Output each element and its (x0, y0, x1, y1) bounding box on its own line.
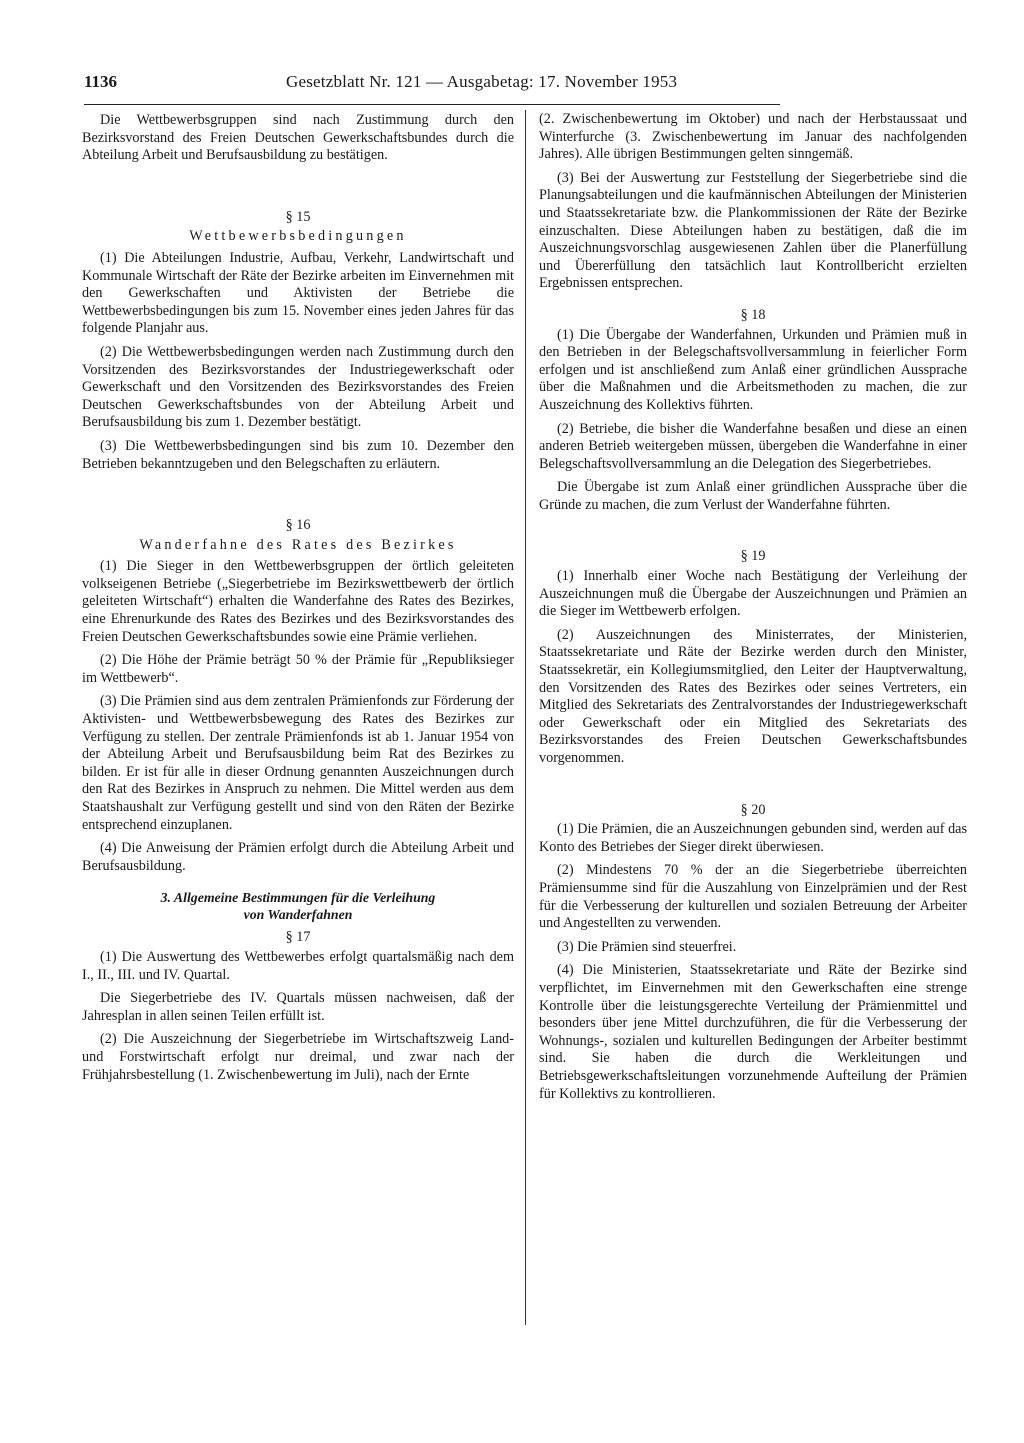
part-3-heading-line-1: 3. Allgemeine Bestimmungen für die Verleihung (160, 890, 436, 906)
section-15-title: Wettbewerbsbedingungen (189, 228, 407, 245)
section-18-number: § 18 (740, 306, 766, 323)
section-17-para-2: Die Siegerbetriebe des IV. Quartals müssen nachweisen, daß der Jahresplan in allen seinen Teilen erfüllt ist. (82, 990, 514, 1024)
section-17-para-4: (3) Bei der Auswertung zur Feststellung der Siegerbetriebe sind die Planungsabteilungen und die kaufmännischen Abteilungen der Ministerien und Staatssekretariate bzw. die Plankommissionen der Räte der Bezirke einzuschalten. Diese Abteilungen haben zu bestätigen, daß die im Auszeichnungsvorschlag ausgewiesenen Zahlen über die Planerfüllung und Übererfüllung den tatsächlich laut Kontrollbericht erzielten Ergebnissen entsprechen. (539, 169, 967, 292)
section-20-number: § 20 (740, 801, 766, 818)
left-column (82, 112, 514, 1090)
section-19-number: § 19 (740, 548, 766, 565)
section-15-number: § 15 (285, 208, 311, 225)
section-20-para-2: (2) Mindestens 70 % der an die Siegerbetriebe überreichten Prämiensumme sind für die Auszahlung von Einzelprämien und der Rest für die Verbesserung der kulturellen und sozialen Betreuung der Arbeiter und Angestellten zu verwenden. (539, 862, 967, 932)
section-15-para-3: (3) Die Wettbewerbsbedingungen sind bis zum 10. Dezember den Betrieben bekanntzugeben und den Belegschaften zu erläutern. (82, 437, 514, 472)
page-header (84, 72, 784, 98)
section-16-number: § 16 (285, 517, 311, 534)
section-16-para-3: (3) Die Prämien sind aus dem zentralen Prämienfonds zur Förderung der Aktivisten- und Wettbewerbsbewegung des Rates des Bezirkes zur Verfügung zu stellen. Der zentrale Prämienfonds ist ab 1. Januar 1954 von der Abteilung Arbeit und Berufsausbildung beim Rat des Bezirkes zu bilden. Er ist für alle in dieser Ordnung genannten Auszeichnungen durch den Rat des Bezirkes in Anspruch zu nehmen. Die Mittel werden aus dem Staatshaushalt zur Verfügung gestellt und sind von den Räten der Bezirke entsprechend einzuplanen. (82, 693, 514, 833)
right-column (539, 111, 967, 1109)
section-18-para-1: (1) Die Übergabe der Wanderfahnen, Urkunden und Prämien muß in den Betrieben in der Belegschaftsvollversammlung in feierlicher Form erfolgen und ist anschließend zum Anlaß einer gründlichen Aussprache über die Maßnahmen und die Arbeitsmethoden zu machen, die zur Auszeichnung des Kollektivs führten. (539, 326, 967, 413)
section-19-para-2: (2) Auszeichnungen des Ministerrates, der Ministerien, Staatssekretariate und Räte der Bezirke werden durch den Minister, Staatssekretär, ein Kollegiumsmitglied, den Leiter der Hauptverwaltung, den Vorsitzenden des Rates des Bezirkes oder seines Vertreters, ein Mitglied des Sekretariats des Zentralvorstandes der Industriegewerkschaft oder Gewerkschaft oder ein Mitglied des Sekretariats des Bezirksvorstandes des Freien Deutschen Gewerkschaftsbundes vorgenommen. (539, 626, 967, 766)
section-15-para-1: (1) Die Abteilungen Industrie, Aufbau, Verkehr, Landwirtschaft und Kommunale Wirtschaft der Räte der Bezirke arbeiten im Einvernehmen mit den Gewerkschaften und Aktivisten der Betriebe die Wettbewerbsbedingungen bis zum 15. November eines jeden Jahres für das folgende Planjahr aus. (82, 249, 514, 337)
section-17-para-3: (2) Die Auszeichnung der Siegerbetriebe im Wirtschaftszweig Land- und Forstwirtschaft erfolgt nur dreimal, und zwar nach der Frühjahrsbestellung (1. Zwischenbewertung im Juli), nach der Ernte (82, 1031, 514, 1083)
section-16-title: Wanderfahne des Rates des Bezirkes (139, 536, 457, 553)
column-divider (525, 110, 526, 1325)
section-18-para-3: Die Übergabe ist zum Anlaß einer gründlichen Aussprache über die Gründe zu machen, die zum Verlust der Wanderfahne führten. (539, 479, 967, 513)
page-number: 1136 (84, 72, 118, 91)
section-20-para-4: (4) Die Ministerien, Staatssekretariate und Räte der Bezirke sind verpflichtet, im Einvernehmen mit den Gewerkschaften eine strenge Kontrolle über die leistungsgerechte Verteilung der Prämienmittel und besonders über jene Mittel durchzuführen, die für die Verbesserung der Wohnungs-, sozialen und kulturellen Bedingungen der Arbeiter bestimmt sind. Sie haben die durch die Werkleitungen und Betriebsgewerkschaftsleitungen vorzunehmende Aufteilung der Prämien für Kollektivs zu kontrollieren. (539, 962, 967, 1102)
section-18-para-2: (2) Betriebe, die bisher die Wanderfahne besaßen und diese an einen anderen Betrieb weitergeben müssen, übergeben die Wanderfahne in einer Belegschaftsvollversammlung an die Delegation des Siegerbetriebes. (539, 420, 967, 472)
section-16-para-1: (1) Die Sieger in den Wettbewerbsgruppen der örtlich geleiteten volkseigenen Betriebe („Siegerbetriebe im Bezirkswettbewerb der örtlich geleiteten Wirtschaft“) erhalten die Wanderfahne des Rates des Bezirkes, eine Ehrenurkunde des Rates des Bezirkes und des Bezirksvorstandes des Freien Deutschen Gewerkschaftsbundes sowie eine Prämie verliehen. (82, 558, 514, 645)
section-17-number: § 17 (285, 929, 311, 946)
section-19-para-1: (1) Innerhalb einer Woche nach Bestätigung der Verleihung der Auszeichnungen muß die Übergabe der Auszeichnungen und Prämien an die Sieger im Wettbewerb erfolgen. (539, 568, 967, 620)
section-20-para-1: (1) Die Prämien, die an Auszeichnungen gebunden sind, werden auf das Konto des Betriebes der Sieger direkt überwiesen. (539, 821, 967, 855)
gazette-title: Gesetzblatt Nr. 121 — Ausgabetag: 17. November 1953 (286, 72, 678, 91)
section-15-para-2: (2) Die Wettbewerbsbedingungen werden nach Zustimmung durch den Vorsitzenden des Bezirksvorstandes der Industriegewerkschaft oder Gewerkschaft und den Vorsitzenden des Bezirksvorstandes des Freien Deutschen Gewerkschaftsbundes von der Abteilung Arbeit und Berufsausbildung bis zum 1. Dezember bestätigt. (82, 343, 514, 431)
part-3-heading (82, 889, 514, 923)
header-rule (84, 104, 780, 105)
section-17-para-1: (1) Die Auswertung des Wettbewerbes erfolgt quartalsmäßig nach dem I., II., III. und IV. Quartal. (82, 948, 514, 983)
intro-paragraph: Die Wettbewerbsgruppen sind nach Zustimmung durch den Bezirksvorstand des Freien Deutschen Gewerkschaftsbundes durch die Abteilung Arbeit und Berufsausbildung zu bestätigen. (82, 112, 514, 164)
part-3-heading-line-2: von Wanderfahnen (243, 907, 353, 923)
section-16-para-4: (4) Die Anweisung der Prämien erfolgt durch die Abteilung Arbeit und Berufsausbildung. (82, 840, 514, 874)
section-16-para-2: (2) Die Höhe der Prämie beträgt 50 % der Prämie für „Republiksieger im Wettbewerb“. (82, 652, 514, 686)
section-17-continuation: (2. Zwischenbewertung im Oktober) und nach der Herbstaussaat und Winterfurche (3. Zwischenbewertung im Januar des nachfolgenden Jahres). Alle übrigen Bestimmungen gelten sinngemäß. (539, 111, 967, 163)
section-20-para-3: (3) Die Prämien sind steuerfrei. (557, 938, 737, 955)
